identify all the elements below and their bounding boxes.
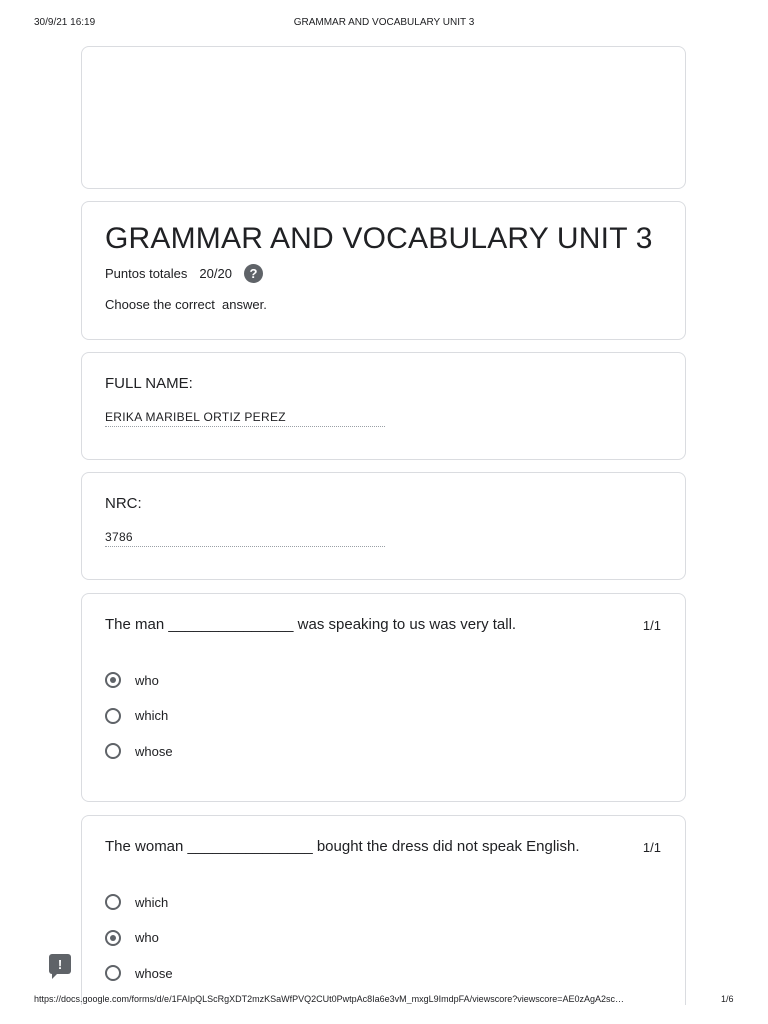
radio-button[interactable]	[105, 708, 121, 724]
form-description: Choose the correct answer.	[105, 297, 267, 312]
radio-button[interactable]	[105, 743, 121, 759]
total-points	[105, 264, 263, 283]
option-which[interactable]	[105, 893, 173, 911]
form-title-card	[81, 201, 686, 340]
header-banner	[81, 46, 686, 189]
print-url: https://docs.google.com/forms/d/e/1FAIpQLScRgXDT2mzKSaWfPVQ2CUt0PwtpAc8Ia6e3vM_mxgL9ImdpFA/viewscore?viewscore=AE0zAgA2sc…	[34, 994, 625, 1004]
question-text: The man _______________ was speaking to us was very tall.	[105, 616, 517, 633]
feedback-icon[interactable]: !	[49, 954, 71, 974]
full-name-answer: ERIKA MARIBEL ORTIZ PEREZ	[105, 410, 385, 427]
nrc-label: NRC:	[105, 495, 142, 512]
nrc-question	[81, 472, 686, 580]
option-label: who	[135, 672, 159, 688]
option-who[interactable]	[105, 929, 173, 947]
radio-button[interactable]	[105, 930, 121, 946]
full-name-label: FULL NAME:	[105, 375, 193, 392]
form-title: GRAMMAR AND VOCABULARY UNIT 3	[105, 222, 653, 255]
help-icon[interactable]: ?	[244, 264, 263, 283]
option-label: which	[135, 894, 169, 910]
option-who[interactable]	[105, 671, 173, 689]
full-name-question	[81, 352, 686, 460]
print-header	[0, 17, 768, 31]
nrc-answer: 3786	[105, 530, 385, 547]
print-footer	[0, 994, 768, 1008]
question-score: 1/1	[642, 840, 661, 855]
option-label: whose	[135, 965, 173, 981]
total-points-value: 20/20	[199, 266, 232, 281]
answer-options	[105, 893, 173, 1000]
answer-options	[105, 671, 173, 778]
radio-button[interactable]	[105, 672, 121, 688]
question-card-2	[81, 815, 686, 1005]
option-whose[interactable]	[105, 742, 173, 760]
radio-button[interactable]	[105, 894, 121, 910]
option-whose[interactable]	[105, 964, 173, 982]
question-card-1	[81, 593, 686, 802]
total-points-label: Puntos totales	[105, 266, 188, 281]
question-score: 1/1	[642, 618, 661, 633]
option-label: which	[135, 708, 169, 723]
radio-button[interactable]	[105, 965, 121, 981]
question-text: The woman _______________ bought the dress did not speak English.	[105, 838, 580, 855]
print-title: GRAMMAR AND VOCABULARY UNIT 3	[293, 17, 475, 28]
option-label: who	[135, 930, 159, 945]
print-page-number: 1/6	[721, 994, 734, 1004]
option-label: whose	[135, 743, 173, 759]
option-which[interactable]	[105, 707, 173, 725]
print-datetime: 30/9/21 16:19	[34, 17, 96, 28]
